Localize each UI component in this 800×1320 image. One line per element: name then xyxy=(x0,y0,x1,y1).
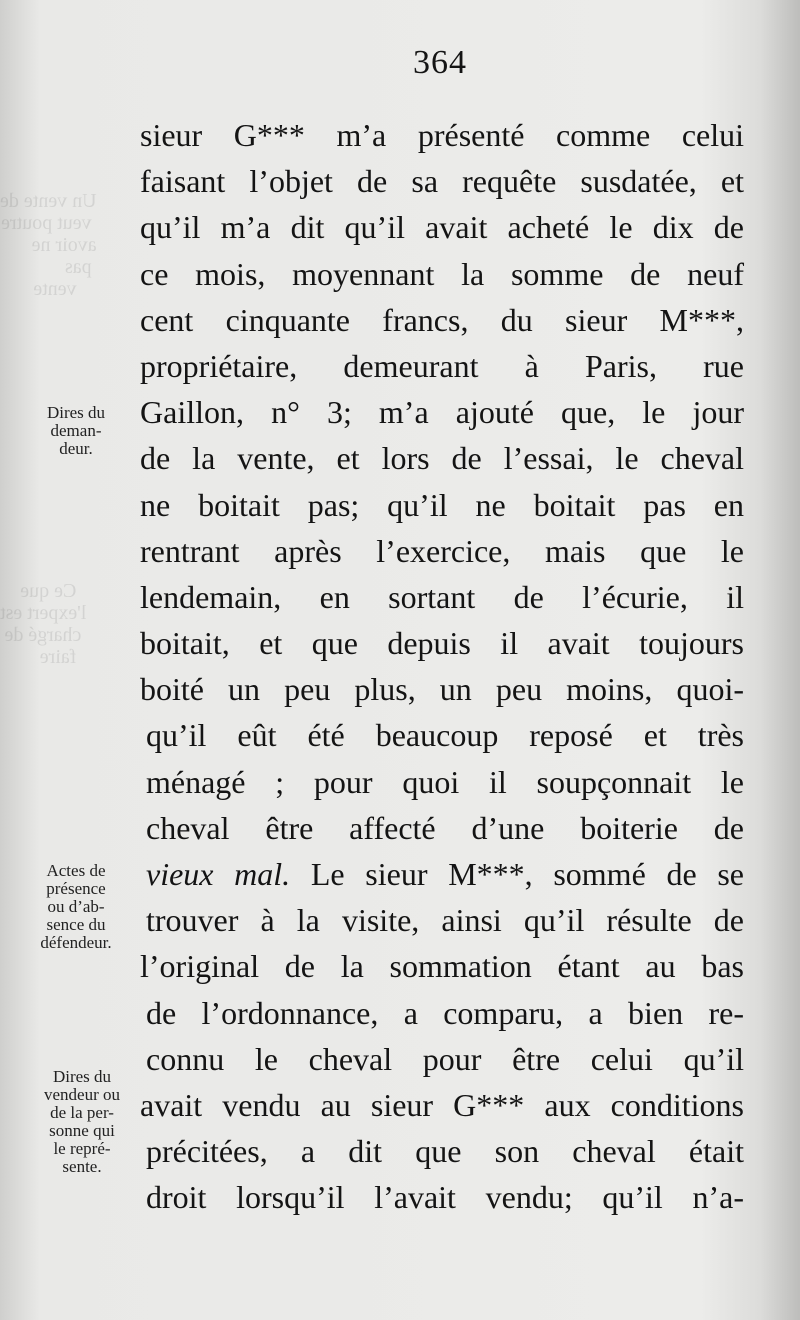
text-line: faisant l’objet de sa requête susdatée, et xyxy=(140,163,744,200)
text-line: l’original de la sommation étant au bas xyxy=(140,948,744,985)
text-line-italic-start xyxy=(140,851,744,897)
body-text xyxy=(140,112,744,1221)
margin-note-dires-vendeur: Dires du vendeur ou de la per- sonne qui le repré- sente. xyxy=(43,1067,120,1176)
text-line: Gaillon, n° 3; m’a ajouté que, le jour xyxy=(140,394,744,431)
page-number: 364 xyxy=(413,44,467,81)
text-line: propriétaire, demeurant à Paris, rue xyxy=(140,347,744,384)
text-line: cheval être affecté d’une boiterie de xyxy=(146,809,744,846)
text-line: avait vendu au sieur G*** aux conditions xyxy=(140,1086,744,1123)
text-line: lendemain, en sortant de l’écurie, il xyxy=(140,578,744,615)
text-line: trouver à la visite, ainsi qu’il résulte de xyxy=(146,902,744,939)
text-line: précitées, a dit que son cheval était xyxy=(146,1133,744,1170)
text-line: qu’il m’a dit qu’il avait acheté le dix de xyxy=(140,209,744,246)
italic-phrase: vieux mal. xyxy=(146,856,291,892)
text-line: ménagé ; pour quoi il soupçonnait le xyxy=(146,763,744,800)
margin-note-actes-presence: Actes de présence ou d’ab- sence du défendeur. xyxy=(40,861,112,952)
text-line: boitait, et que depuis il avait toujours xyxy=(140,625,744,662)
text-line: sieur G*** m’a présenté comme celui xyxy=(140,117,744,153)
text-line: droit lorsqu’il l’avait vendu; qu’il n’a- xyxy=(146,1179,744,1216)
text-line: ce mois, moyennant la somme de neuf xyxy=(140,255,744,292)
text-line: boité un peu plus, un peu moins, quoi- xyxy=(140,671,744,708)
text-line-rest: Le sieur M***, sommé de se xyxy=(290,856,745,892)
text-line: rentrant après l’exercice, mais que le xyxy=(140,532,744,569)
text-line: de l’ordonnance, a comparu, a bien re- xyxy=(146,994,744,1031)
text-line: qu’il eût été beaucoup reposé et très xyxy=(146,717,744,754)
show-through-text: Ce que l'expert est chargé de faire xyxy=(0,580,87,668)
margin-note-dires-demandeur: Dires du deman- deur. xyxy=(46,403,106,458)
text-line: ne boitait pas; qu’il ne boitait pas en xyxy=(140,486,744,523)
text-line: de la vente, et lors de l’essai, le cheval xyxy=(140,440,744,477)
text-line: connu le cheval pour être celui qu’il xyxy=(146,1040,744,1077)
text-line: cent cinquante francs, du sieur M***, xyxy=(140,301,744,338)
show-through-text: Un vente de veut poutre avoir ne pas vente xyxy=(0,190,97,300)
